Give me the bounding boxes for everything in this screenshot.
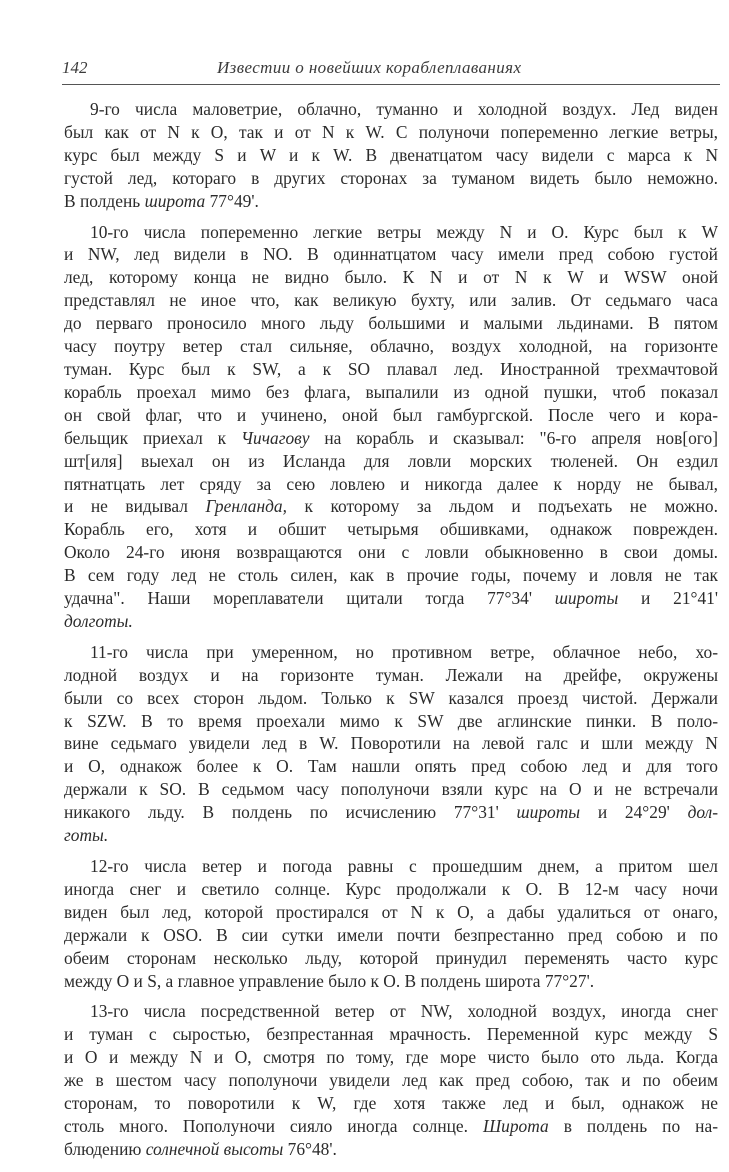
text-run: 77°49'. xyxy=(205,190,259,211)
text-line xyxy=(64,335,718,358)
text-run: 12-го числа ветер и погода равны с прошедшим днем, а притом шел xyxy=(90,856,718,876)
text-line xyxy=(64,312,718,335)
text-run: в полдень по на- xyxy=(548,1115,718,1136)
text-line xyxy=(64,947,718,970)
text-run: и не видывал xyxy=(64,496,206,517)
text-run: на корабль и сказывал: "6-го апреля нов[ого] xyxy=(309,427,718,448)
text-run: курс был между S и W и к W. В двенатцатом часу видели с марса к N xyxy=(64,144,718,165)
text-run: к SZW. В то время проехали мимо к SW две аглинские пинки. В поло- xyxy=(64,710,718,731)
text-run: и O и между N и O, смотря по тому, где море чисто было ото льда. Когда xyxy=(64,1047,718,1068)
text-run: же в шестом часу пополуночи увидели лед как пред собою, так и по обеим xyxy=(64,1070,718,1091)
text-run: столь много. Пополуночи сияло иногда солнце. xyxy=(64,1115,483,1136)
text-line xyxy=(64,221,718,244)
text-line xyxy=(64,404,718,427)
text-run: и NW, лед видели в NO. В одиннатцатом часу имели пред собою густой xyxy=(64,244,718,265)
text-line xyxy=(64,358,718,381)
text-run: держали к OSO. В сии сутки имели почти безпрестанно пред собою и по xyxy=(64,924,718,945)
text-run: удачна". Наши мореплаватели щитали тогда 77°34' xyxy=(64,588,555,609)
text-line xyxy=(64,541,718,564)
text-run: до перваго проносило много льду большими и малыми льдинами. В пятом xyxy=(64,313,718,334)
text-run: представлял не иное что, как великую бухту, или залив. От седьмаго часа xyxy=(64,290,718,311)
text-run: обеим сторонам несколько льду, которой принудил переменять часто курс xyxy=(64,947,718,968)
text-run: сторонам, то поворотили к W, где хотя также лед и был, однакож не xyxy=(64,1093,718,1114)
italic-text: Широта xyxy=(483,1115,549,1136)
text-run: были со всех сторон льдом. Только к SW казался проезд чистой. Держали xyxy=(64,687,718,708)
text-line xyxy=(64,518,718,541)
text-run: 10-го числа попеременно легкие ветры между N и O. Курс был к W xyxy=(90,221,718,242)
text-line xyxy=(64,473,718,496)
text-line xyxy=(64,801,718,824)
running-title: Известии о новейших кораблеплаваниях xyxy=(217,58,522,77)
italic-text: дол- xyxy=(687,802,718,823)
text-line xyxy=(64,610,718,633)
text-run: В сем году лед не столь силен, как в прочие годы, почему и ловля не так xyxy=(64,565,718,586)
text-run: и туман с сыростью, безпрестанная мрачность. Переменной курс между S xyxy=(64,1024,718,1045)
text-run: Около 24-го июня возвращаются они с ловли обыкновенно в свои домы. xyxy=(64,542,718,563)
text-line xyxy=(64,664,718,687)
text-run: 13-го числа посредственной ветер от NW, холодной воздух, иногда снег xyxy=(90,1001,718,1022)
text-run: виден был лед, которой простирался от N к O, а дабы удалиться от онаго, xyxy=(64,901,718,922)
text-line xyxy=(64,878,718,901)
text-run: лед, которому конца не видно было. К N и от N к W и WSW оной xyxy=(64,267,718,288)
text-line xyxy=(64,855,718,878)
text-line xyxy=(64,1069,718,1092)
text-run: и 24°29' xyxy=(580,802,688,823)
text-line xyxy=(64,450,718,473)
text-run: он свой флаг, что и учинено, оной был гамбургской. После чего и кора- xyxy=(64,404,718,425)
text-line xyxy=(64,1023,718,1046)
text-line xyxy=(64,778,718,801)
text-run: часу поутру ветер стал сильняе, облачно, воздух холодной, на горизонте xyxy=(64,336,718,357)
text-run: бельщик приехал к xyxy=(64,427,242,448)
text-line xyxy=(64,121,718,144)
text-run: к которому за льдом и подъехать не можно. xyxy=(286,496,718,517)
text-run: блюдению xyxy=(64,1138,146,1159)
text-run: никакого льду. В полдень по исчислению 77°31' xyxy=(64,802,517,823)
italic-text: широты xyxy=(554,588,619,609)
paragraph xyxy=(64,641,718,847)
text-line xyxy=(64,970,718,993)
paragraph xyxy=(64,1000,718,1160)
text-line xyxy=(64,1046,718,1069)
text-line xyxy=(64,901,718,924)
text-run: вине седьмаго увидели лед в W. Поворотили на левой галс и шли между N xyxy=(64,733,718,754)
paragraph-gap xyxy=(64,633,718,641)
text-line xyxy=(64,190,718,213)
text-line xyxy=(64,732,718,755)
text-run: туман. Курс был к SW, а к SO плавал лед. Иностранной трехмачтовой xyxy=(64,358,718,379)
italic-text: солнечной высоты xyxy=(145,1138,284,1159)
header-rule xyxy=(62,84,720,85)
text-line xyxy=(64,266,718,289)
text-line xyxy=(64,98,718,121)
paragraph-gap xyxy=(64,992,718,1000)
body-text xyxy=(64,98,718,1161)
text-run: держали к SO. В седьмом часу пополуночи взяли курс на O и не встречали xyxy=(64,779,718,800)
text-line xyxy=(64,427,718,450)
text-run: 11-го числа при умеренном, но противном ветре, облачное небо, хо- xyxy=(90,641,718,662)
text-line xyxy=(64,687,718,710)
text-line xyxy=(64,381,718,404)
text-line xyxy=(64,924,718,947)
text-run: В полдень xyxy=(64,190,145,211)
text-line xyxy=(64,710,718,733)
page-number: 142 xyxy=(62,58,88,77)
italic-text: Гренланда, xyxy=(205,496,287,517)
text-line xyxy=(64,1000,718,1023)
text-line xyxy=(64,243,718,266)
italic-text: широта xyxy=(144,190,206,211)
text-run: густой лед, котораго в других сторонах за туманом видеть было неможно. xyxy=(64,167,718,188)
text-run: лодной воздух и на горизонте туман. Лежали на дрейфе, окружены xyxy=(64,664,718,685)
text-run: и O, однакож более к O. Там нашли опять пред собою лед и для того xyxy=(64,756,718,777)
text-line xyxy=(64,1115,718,1138)
paragraph-gap xyxy=(64,847,718,855)
text-line xyxy=(64,1138,718,1161)
text-line xyxy=(64,824,718,847)
text-run: иногда снег и светило солнце. Курс продолжали к O. В 12-м часу ночи xyxy=(64,878,718,899)
text-run: пятнатцать лет сряду за сею ловлею и никогда далее к норду не бывал, xyxy=(64,473,718,494)
text-line xyxy=(64,641,718,664)
text-line xyxy=(64,289,718,312)
italic-text: широты xyxy=(516,802,581,823)
italic-text: Чичагову xyxy=(241,427,310,448)
running-header xyxy=(62,56,720,82)
paragraph xyxy=(64,855,718,992)
text-run: между O и S, а главное управление было к O. В полдень широта 77°27'. xyxy=(64,970,595,991)
text-run: Корабль его, хотя и обшит четырьмя обшивками, однакож поврежден. xyxy=(64,519,718,540)
text-line xyxy=(64,755,718,778)
italic-text: долготы. xyxy=(64,610,133,631)
text-run: был как от N к O, так и от N к W. С полуночи попеременно легкие ветры, xyxy=(64,121,718,142)
text-line xyxy=(64,564,718,587)
text-run: 76°48'. xyxy=(283,1138,337,1159)
text-line xyxy=(64,1092,718,1115)
text-line xyxy=(64,167,718,190)
text-run: 9-го числа маловетрие, облачно, туманно и холодной воздух. Лед виден xyxy=(90,99,718,119)
text-run: шт[иля] выехал он из Исланда для ловли морских тюленей. Он ездил xyxy=(64,450,718,471)
italic-text: готы. xyxy=(64,825,109,846)
text-line xyxy=(64,144,718,167)
text-run: корабль проехал мимо без флага, выпалили из одной пушки, чтоб показал xyxy=(64,381,718,402)
paragraph-gap xyxy=(64,213,718,221)
paragraph xyxy=(64,98,718,213)
text-line xyxy=(64,495,718,518)
text-run: и 21°41' xyxy=(618,588,718,609)
text-line xyxy=(64,587,718,610)
paragraph xyxy=(64,221,718,633)
